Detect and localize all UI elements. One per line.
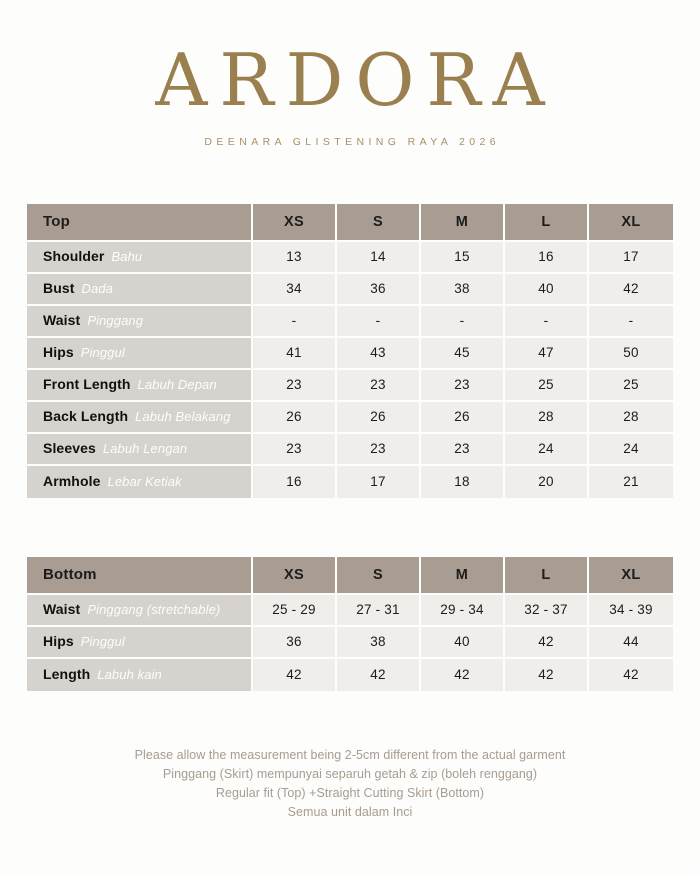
- bottom-table-header-row: [27, 557, 673, 595]
- measurement-notes: [0, 746, 700, 822]
- measurement-name: Hips: [43, 632, 74, 649]
- table-row: [27, 370, 673, 402]
- note-line-2: Pinggang (Skirt) mempunyai separuh getah & zip (boleh renggang): [162, 766, 538, 781]
- value-cell: 23: [253, 434, 337, 466]
- value-cell: 42: [253, 659, 337, 691]
- value-cell: 28: [505, 402, 589, 434]
- value-cell: -: [421, 306, 505, 338]
- table-row: [27, 466, 673, 498]
- top-size-header-xl: XL: [589, 204, 673, 242]
- measurement-label-waist: [27, 306, 253, 338]
- value-cell: 26: [421, 402, 505, 434]
- top-table-body: [27, 242, 673, 498]
- measurement-name: Sleeves: [43, 439, 96, 456]
- value-cell: 25: [589, 370, 673, 402]
- spacer-between-tables: [0, 498, 700, 557]
- value-cell: 36: [337, 274, 421, 306]
- brand-tagline: DEENARA GLISTENING RAYA 2026: [204, 136, 500, 148]
- top-size-table: [27, 204, 673, 498]
- value-cell: 38: [421, 274, 505, 306]
- value-cell: 42: [337, 659, 421, 691]
- top-size-header-l: L: [505, 204, 589, 242]
- measurement-name: Back Length: [43, 407, 129, 424]
- value-cell: -: [589, 306, 673, 338]
- top-size-header-m: M: [421, 204, 505, 242]
- measurement-label-hips: [27, 338, 253, 370]
- value-cell: 44: [589, 627, 673, 659]
- measurement-translation: Bahu: [111, 248, 143, 264]
- measurement-translation: Dada: [81, 280, 113, 296]
- value-cell: -: [505, 306, 589, 338]
- top-table-title: Top: [27, 204, 253, 242]
- measurement-label-bottom-waist: [27, 595, 253, 627]
- value-cell: 32 - 37: [505, 595, 589, 627]
- value-cell: 17: [589, 242, 673, 274]
- value-cell: 42: [505, 659, 589, 691]
- measurement-label-bottom-hips: [27, 627, 253, 659]
- value-cell: 50: [589, 338, 673, 370]
- value-cell: -: [253, 306, 337, 338]
- value-cell: 36: [253, 627, 337, 659]
- value-cell: 27 - 31: [337, 595, 421, 627]
- value-cell: 24: [505, 434, 589, 466]
- bottom-size-header-m: M: [421, 557, 505, 595]
- top-table-header-row: [27, 204, 673, 242]
- value-cell: 23: [337, 434, 421, 466]
- bottom-size-header-xl: XL: [589, 557, 673, 595]
- measurement-name: Bust: [43, 279, 75, 296]
- table-row: [27, 306, 673, 338]
- value-cell: 28: [589, 402, 673, 434]
- bottom-table-title: Bottom: [27, 557, 253, 595]
- top-size-header-xs: XS: [253, 204, 337, 242]
- value-cell: 43: [337, 338, 421, 370]
- measurement-label-armhole: [27, 466, 253, 498]
- table-row: [27, 338, 673, 370]
- value-cell: 42: [589, 274, 673, 306]
- value-cell: 24: [589, 434, 673, 466]
- measurement-label-sleeves: [27, 434, 253, 466]
- value-cell: 23: [337, 370, 421, 402]
- value-cell: 42: [421, 659, 505, 691]
- value-cell: 25: [505, 370, 589, 402]
- table-row: [27, 595, 673, 627]
- value-cell: 16: [253, 466, 337, 498]
- bottom-size-table: [27, 557, 673, 691]
- measurement-label-bottom-length: [27, 659, 253, 691]
- table-row: [27, 274, 673, 306]
- value-cell: 23: [421, 370, 505, 402]
- measurement-label-bust: [27, 274, 253, 306]
- measurement-label-back-length: [27, 402, 253, 434]
- bottom-size-header-xs: XS: [253, 557, 337, 595]
- measurement-name: Length: [43, 665, 91, 682]
- table-row: [27, 402, 673, 434]
- spacer-above-tables: [0, 148, 700, 204]
- top-table-head: [27, 204, 673, 242]
- value-cell: 21: [589, 466, 673, 498]
- measurement-name: Shoulder: [43, 247, 105, 264]
- measurement-translation: Labuh Belakang: [135, 408, 231, 424]
- bottom-size-header-s: S: [337, 557, 421, 595]
- measurement-name: Hips: [43, 343, 74, 360]
- measurement-name: Armhole: [43, 472, 101, 489]
- note-line-3: Regular fit (Top) +Straight Cutting Skirt (Bottom): [215, 785, 485, 800]
- value-cell: 26: [337, 402, 421, 434]
- note-line-1: Please allow the measurement being 2-5cm different from the actual garment: [134, 747, 566, 762]
- value-cell: 38: [337, 627, 421, 659]
- measurement-name: Waist: [43, 311, 81, 328]
- measurement-translation: Labuh Lengan: [102, 440, 188, 456]
- bottom-table-body: [27, 595, 673, 691]
- table-row: [27, 434, 673, 466]
- bottom-size-header-l: L: [505, 557, 589, 595]
- measurement-translation: Pinggul: [80, 344, 125, 360]
- measurement-label-shoulder: [27, 242, 253, 274]
- measurement-translation: Labuh Depan: [137, 376, 217, 392]
- measurement-translation: Pinggang: [87, 312, 144, 328]
- measurement-name: Front Length: [43, 375, 131, 392]
- table-row: [27, 659, 673, 691]
- value-cell: 29 - 34: [421, 595, 505, 627]
- value-cell: 42: [589, 659, 673, 691]
- value-cell: 25 - 29: [253, 595, 337, 627]
- value-cell: 40: [505, 274, 589, 306]
- measurement-label-front-length: [27, 370, 253, 402]
- top-size-table-container: [27, 204, 673, 498]
- bottom-size-table-container: [27, 557, 673, 691]
- value-cell: 42: [505, 627, 589, 659]
- value-cell: 23: [253, 370, 337, 402]
- value-cell: 15: [421, 242, 505, 274]
- value-cell: 34: [253, 274, 337, 306]
- value-cell: 47: [505, 338, 589, 370]
- measurement-translation: Lebar Ketiak: [107, 473, 182, 489]
- value-cell: 13: [253, 242, 337, 274]
- measurement-translation: Pinggang (stretchable): [87, 601, 221, 617]
- value-cell: 20: [505, 466, 589, 498]
- value-cell: 17: [337, 466, 421, 498]
- table-row: [27, 627, 673, 659]
- value-cell: 45: [421, 338, 505, 370]
- value-cell: 26: [253, 402, 337, 434]
- brand-header: [0, 0, 700, 148]
- brand-logo: ARDORA: [155, 38, 557, 122]
- table-row: [27, 242, 673, 274]
- value-cell: 40: [421, 627, 505, 659]
- value-cell: -: [337, 306, 421, 338]
- value-cell: 23: [421, 434, 505, 466]
- note-line-4: Semua unit dalam Inci: [287, 804, 413, 819]
- measurement-translation: Labuh kain: [97, 666, 162, 682]
- value-cell: 41: [253, 338, 337, 370]
- top-size-header-s: S: [337, 204, 421, 242]
- value-cell: 14: [337, 242, 421, 274]
- measurement-translation: Pinggul: [80, 633, 125, 649]
- value-cell: 18: [421, 466, 505, 498]
- value-cell: 34 - 39: [589, 595, 673, 627]
- measurement-name: Waist: [43, 600, 81, 617]
- bottom-table-head: [27, 557, 673, 595]
- value-cell: 16: [505, 242, 589, 274]
